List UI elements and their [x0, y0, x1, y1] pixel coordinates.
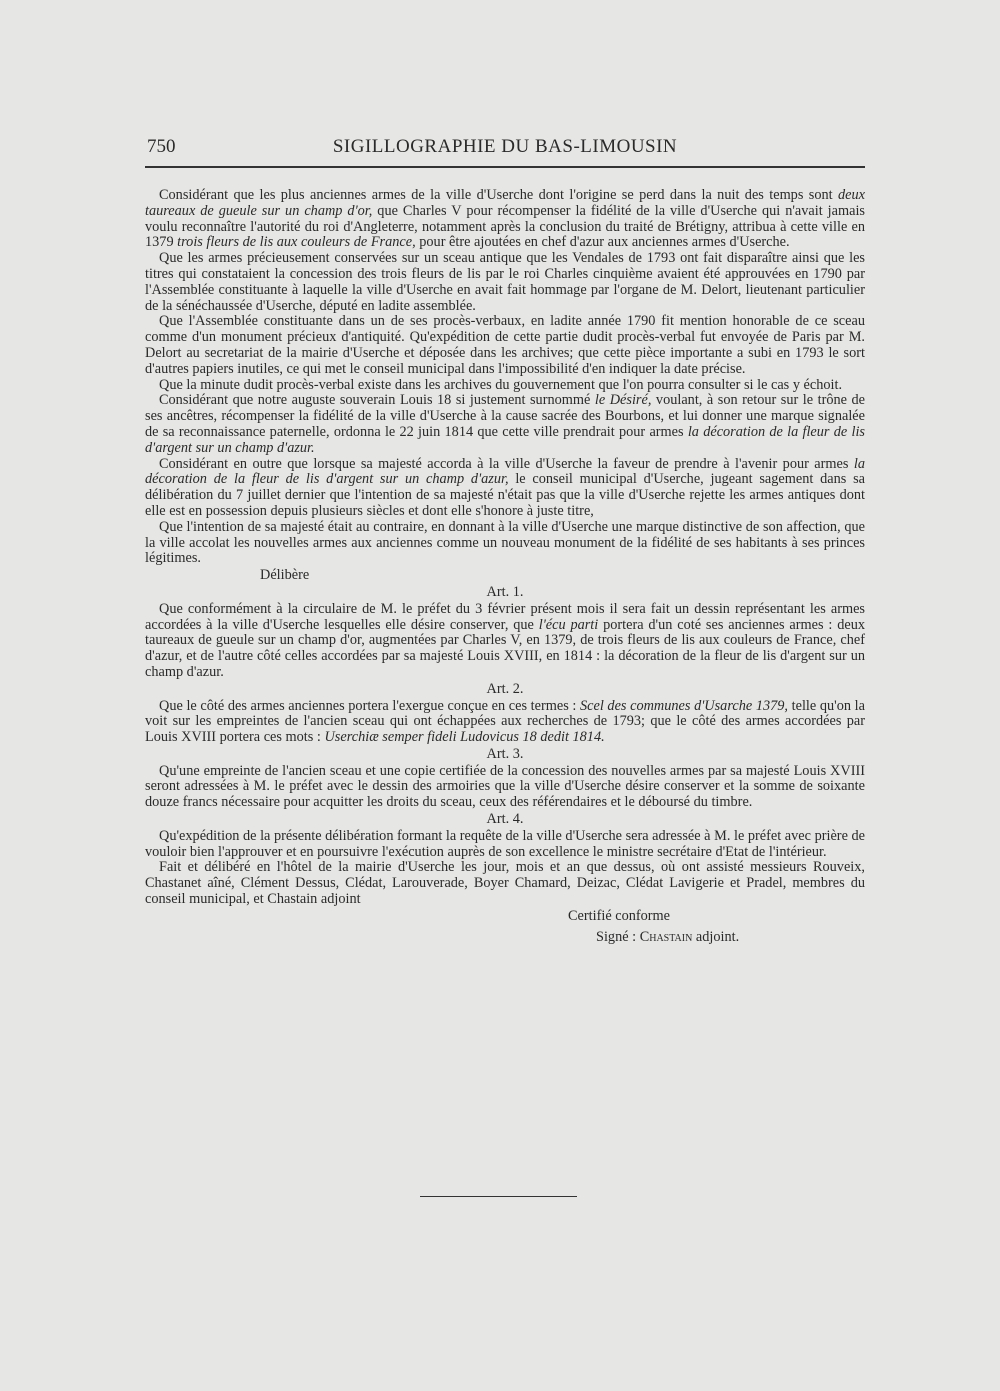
paragraph: Que l'Assemblée constituante dans un de ses procès-verbaux, en ladite année 1790 fit mention honorable de ce sceau comme d'un monument précieux d'antiquité. Qu'expédition de cette partie dudit procès-verbal fut envoyée de Paris par M. Delort au secretariat de la mairie d'Userche et déposée dans les archives; que cette pièce importante a subi en 1793 le sort d'autres papiers inutiles, ce qui met le conseil municipal dans l'impossibilité d'en indiquer la date précise.	[145, 313, 865, 377]
article-heading: Art. 2.	[486, 680, 524, 697]
italic-phrase: le Désiré,	[594, 392, 652, 409]
italic-phrase: l'écu parti	[538, 616, 599, 633]
italic-phrase: deux taureaux de gueule sur un champ d'or,	[145, 187, 865, 219]
paragraph: Que les armes précieusement conservées sur un sceau antique que les Vendales de 1793 ont fait disparaître ainsi que les titres qui constataient la concession des trois fleurs de lis par le roi Charles cinquième avaient été approuvées en 1790 par l'Assemblée constituante à laquelle la ville d'Userche en avait fait hommage par l'organe de M. Delort, lieutenant particulier de la sénéchaussée d'Userche, député en ladite assemblée.	[145, 250, 865, 314]
signatory-name: Chastain	[639, 928, 693, 945]
italic-phrase: Userchiæ semper fideli Ludovicus 18 dedit 1814.	[324, 729, 605, 746]
delibere-heading: Délibère	[260, 567, 310, 584]
closing-paragraph: Fait et délibéré en l'hôtel de la mairie d'Userche les jour, mois et an que dessus, où ont assisté messieurs Rouveix, Chastanet aîné, Clément Dessus, Clédat, Larouverade, Boyer Chamard, Deizac, Clédat Lavigerie et Pradel, membres du conseil municipal, et Chastain adjoint	[145, 859, 865, 908]
italic-phrase: la décoration de la fleur de lis d'argent sur un champ d'azur,	[145, 455, 865, 488]
paragraph: Considérant que notre auguste souverain Louis 18 si justement surnommé le Désiré, voulant, à son retour sur le trône de ses ancêtres, récompenser la fidélité de la ville d'Userche à la cause sacrée des Bourbons, et lui donner une marque signalée de sa reconnaissance paternelle, ordonna le 22 juin 1814 que cette ville prendrait pour armes la décoration de la fleur de lis d'argent sur un champ d'azur.	[145, 392, 865, 456]
paragraph: Considérant que les plus anciennes armes de la ville d'Userche dont l'origine se perd dans la nuit des temps sont deux taureaux de gueule sur un champ d'or, que Charles V pour récompenser la fidélité de la ville d'Userche qui n'avait jamais voulu reconnaître l'autorité du roi d'Angleterre, notamment après la conclusion du traité de Brétigny, attribua à cette ville en 1379 trois fleurs de lis aux couleurs de France, pour être ajoutées en chef d'azur aux anciennes armes d'Userche.	[145, 187, 865, 251]
italic-phrase: la décoration de la fleur de lis d'argent sur un champ d'azur.	[145, 423, 865, 456]
signature-prefix: Signé :	[596, 928, 640, 945]
article-text: Qu'expédition de la présente délibération formant la requête de la ville d'Userche sera adressée à M. le préfet avec prière de vouloir bien l'approuver et en poursuivre l'exécution auprès de son excellence le ministre secrétaire d'Etat de l'intérieur.	[145, 827, 865, 860]
article-heading: Art. 1.	[486, 583, 524, 600]
end-rule	[420, 1196, 577, 1197]
article-heading: Art. 3.	[486, 745, 524, 762]
signature-suffix: adjoint.	[692, 928, 740, 945]
article-text: Que le côté des armes anciennes portera l'exergue conçue en ces termes : Scel des communes d'Usarche 1379, telle qu'on la voit sur les empreintes de l'ancien sceau qui ont échappées aux recherches de 1793; que le côté des armes accordées par Louis XVIII portera ces mots : Userchiæ semper fideli Ludovicus 18 dedit 1814.	[145, 697, 865, 746]
article-text: Qu'une empreinte de l'ancien sceau et une copie certifiée de la concession des nouvelles armes par sa majesté Louis XVIII seront adressées à M. le préfet avec le dessin des armoiries que la ville d'Userche désire conserver et la somme de soixante douze francs nécessaire pour acquitter les droits du sceau, ceux des référendaires et le déboursé du timbre.	[145, 762, 865, 811]
paragraph: Que l'intention de sa majesté était au contraire, en donnant à la ville d'Userche une marque distinctive de son affection, que la ville accolat les nouvelles armes aux anciennes comme un nouveau monument de la fidélité de ses habitants à ses princes légitimes.	[145, 518, 865, 567]
page-number: 750	[147, 136, 176, 157]
signature-line	[145, 930, 865, 946]
paragraph: Que la minute dudit procès-verbal existe dans les archives du gouvernement que l'on pourra consulter si le cas y échoit.	[159, 376, 843, 393]
italic-phrase: trois fleurs de lis aux couleurs de France,	[177, 234, 416, 251]
paragraph: Considérant en outre que lorsque sa majesté accorda à la ville d'Userche la faveur de prendre à l'avenir pour armes la décoration de la fleur de lis d'argent sur un champ d'azur, le conseil municipal d'Userche, jugeant sagement dans sa délibération du 7 juillet dernier que l'intention de sa majesté n'était pas que la ville d'Userche rejette les armes antiques dont elle est en possession depuis plusieurs siècles et dont elle s'honore à juste titre,	[145, 455, 865, 519]
certification-line: Certifié conforme	[568, 907, 671, 924]
article-heading: Art. 4.	[486, 811, 524, 828]
body-text	[145, 188, 865, 945]
running-title: SIGILLOGRAPHIE DU BAS-LIMOUSIN	[332, 136, 678, 157]
page-header	[145, 136, 865, 168]
article-text: Que conformément à la circulaire de M. le préfet du 3 février présent mois il sera fait un dessin représentant les armes accordées à la ville d'Userche lesquelles elle désire conserver, que l'écu parti portera d'un coté ses anciennes armes : deux taureaux de gueule sur un champ d'or, augmentées par Charles V, en 1379, de trois fleurs de lis aux couleurs de France, chef d'azur, et de l'autre côté celles accordées par sa majesté Louis XVIII, en 1814 : la décoration de la fleur de lis d'argent sur un champ d'azur.	[145, 600, 866, 680]
italic-phrase: Scel des communes d'Usarche 1379,	[579, 697, 788, 714]
